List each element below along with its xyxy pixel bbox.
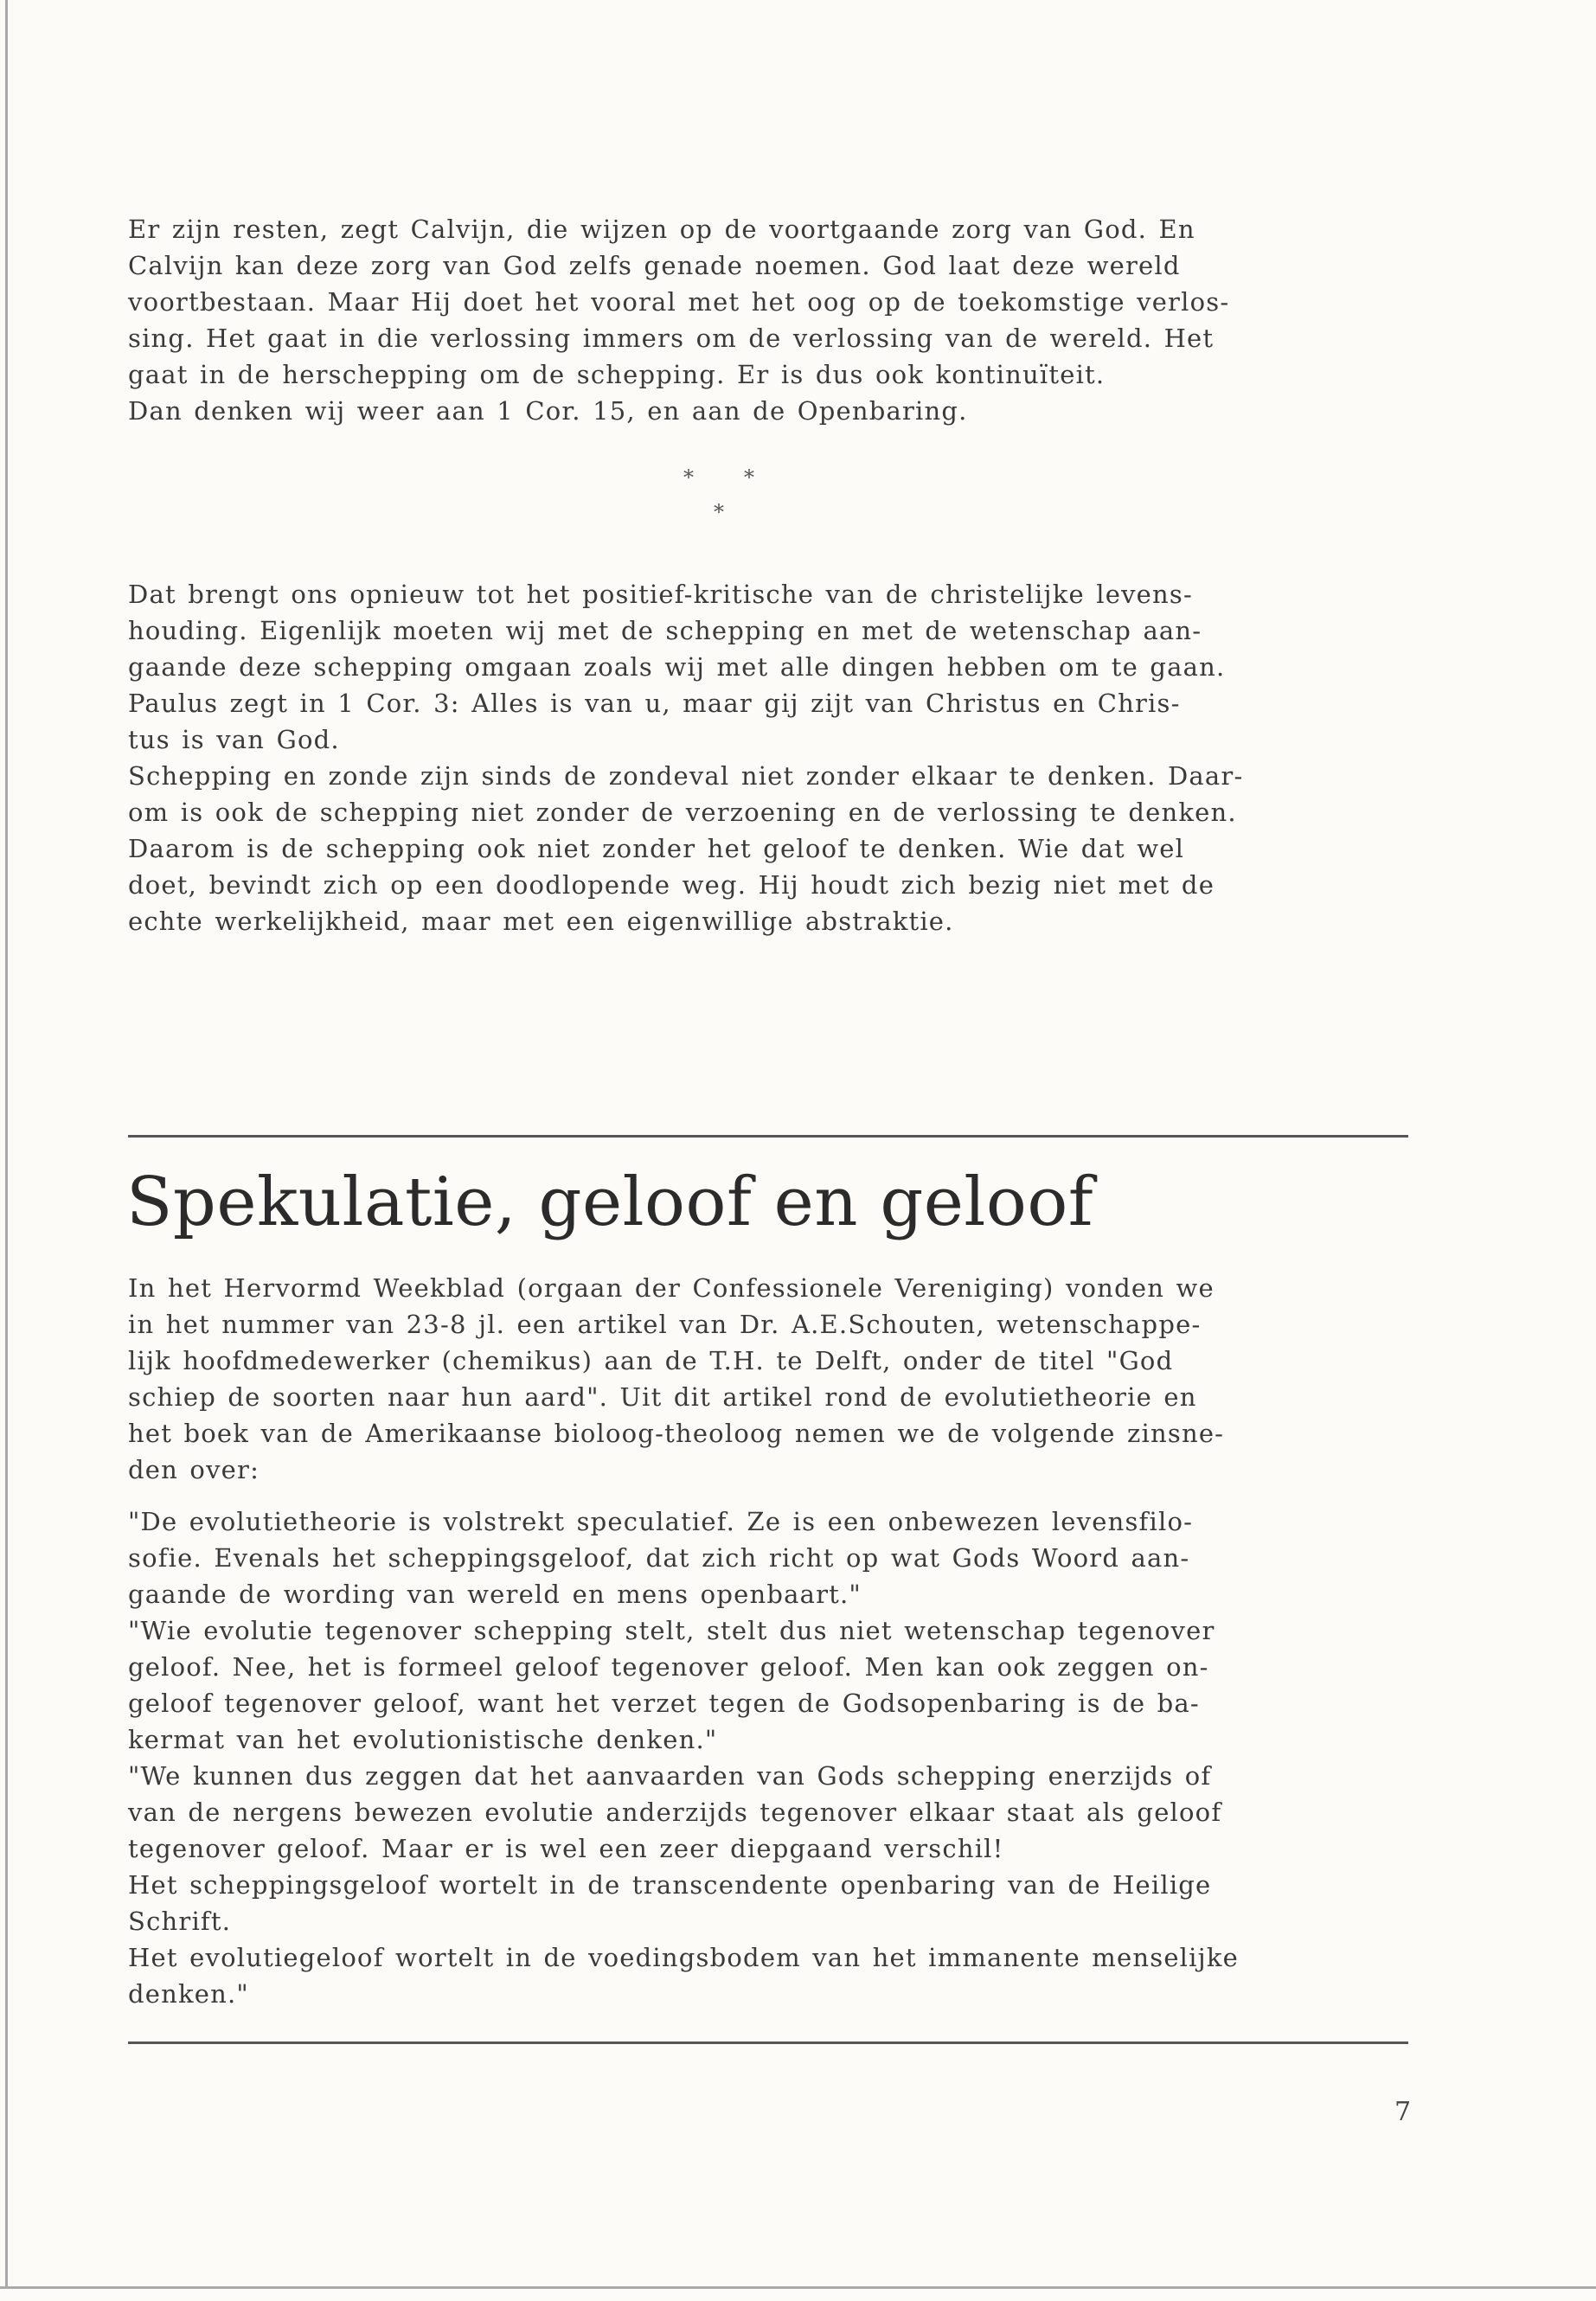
- text-line: geloof. Nee, het is formeel geloof tegenover geloof. Men kan ook zeggen on-: [128, 1652, 1209, 1682]
- article-title: Spekulatie, geloof en geloof: [126, 1163, 1094, 1241]
- article-quotes: [128, 1503, 1408, 2012]
- text-line: voortbestaan. Maar Hij doet het vooral met het oog op de toekomstige verlos-: [128, 287, 1230, 317]
- text-line: Het evolutiegeloof wortelt in de voedingsbodem van het immanente menselijke: [128, 1943, 1239, 1972]
- paragraph-text: [128, 211, 1408, 429]
- asterisk: *: [714, 500, 724, 524]
- text-line: schiep de soorten naar hun aard". Uit dit artikel rond de evolutietheorie en: [128, 1382, 1197, 1412]
- paragraph-calvijn: [128, 211, 1408, 429]
- text-line: Dat brengt ons opnieuw tot het positief-kritische van de christelijke levens-: [128, 580, 1193, 609]
- text-line: "De evolutietheorie is volstrekt speculatief. Ze is een onbewezen levensfilo-: [128, 1507, 1194, 1536]
- article-bottom-rule: [128, 2041, 1408, 2044]
- text-line: van de nergens bewezen evolutie anderzijds tegenover elkaar staat als geloof: [128, 1798, 1222, 1827]
- text-line: sofie. Evenals het scheppingsgeloof, dat zich richt op wat Gods Woord aan-: [128, 1543, 1190, 1573]
- text-line: Schrift.: [128, 1907, 232, 1936]
- text-line: "We kunnen dus zeggen dat het aanvaarden van Gods schepping enerzijds of: [128, 1761, 1212, 1791]
- article-top-rule: [128, 1135, 1408, 1138]
- text-line: Paulus zegt in 1 Cor. 3: Alles is van u, maar gij zijt van Christus en Chris-: [128, 689, 1181, 718]
- text-line: in het nummer van 23-8 jl. een artikel van Dr. A.E.Schouten, wetenschappe-: [128, 1310, 1202, 1339]
- text-line: In het Hervormd Weekblad (orgaan der Confessionele Vereniging) vonden we: [128, 1273, 1215, 1303]
- text-line: denken.": [128, 1979, 249, 2009]
- text-line: houding. Eigenlijk moeten wij met de schepping en met de wetenschap aan-: [128, 616, 1202, 645]
- text-line: echte werkelijkheid, maar met een eigenwillige abstraktie.: [128, 907, 954, 936]
- text-line: Er zijn resten, zegt Calvijn, die wijzen op de voortgaande zorg van God. En: [128, 215, 1195, 244]
- text-line: Het scheppingsgeloof wortelt in de transcendente openbaring van de Heilige: [128, 1870, 1212, 1900]
- text-line: tegenover geloof. Maar er is wel een zeer diepgaand verschil!: [128, 1834, 1004, 1863]
- text-line: om is ook de schepping niet zonder de verzoening en de verlossing te denken.: [128, 798, 1237, 827]
- asterisk: *: [683, 465, 694, 490]
- text-line: doet, bevindt zich op een doodlopende weg. Hij houdt zich bezig niet met de: [128, 870, 1215, 900]
- text-line: kermat van het evolutionistische denken.": [128, 1725, 718, 1754]
- scan-edge-left: [5, 0, 8, 2289]
- text-line: lijk hoofdmedewerker (chemikus) aan de T.H. te Delft, onder de titel "God: [128, 1346, 1174, 1375]
- text-line: geloof tegenover geloof, want het verzet tegen de Godsopenbaring is de ba-: [128, 1689, 1200, 1718]
- text-line: gaande de wording van wereld en mens openbaart.": [128, 1580, 862, 1609]
- paragraph-text: [128, 576, 1408, 939]
- text-line: tus is van God.: [128, 725, 340, 754]
- paragraph-text: [128, 1270, 1408, 1488]
- text-line: gaat in de herschepping om de schepping. Er is dus ook kontinuïteit.: [128, 360, 1106, 389]
- scan-edge-bottom: [0, 2286, 1596, 2289]
- text-line: Daarom is de schepping ook niet zonder het geloof te denken. Wie dat wel: [128, 834, 1185, 863]
- text-line: Calvijn kan deze zorg van God zelfs genade noemen. God laat deze wereld: [128, 251, 1181, 280]
- text-line: gaande deze schepping omgaan zoals wij met alle dingen hebben om te gaan.: [128, 652, 1226, 682]
- asterisk: *: [744, 465, 754, 490]
- text-line: "Wie evolutie tegenover schepping stelt, stelt dus niet wetenschap tegenover: [128, 1616, 1215, 1645]
- text-line: Dan denken wij weer aan 1 Cor. 15, en aan de Openbaring.: [128, 396, 968, 426]
- text-line: den over:: [128, 1455, 260, 1484]
- text-line: Schepping en zonde zijn sinds de zondeval niet zonder elkaar te denken. Daar-: [128, 761, 1244, 791]
- page-number: 7: [1394, 2097, 1412, 2127]
- text-line: het boek van de Amerikaanse bioloog-theoloog nemen we de volgende zinsne-: [128, 1419, 1225, 1448]
- article-intro: [128, 1270, 1408, 1488]
- paragraph-text: [128, 1503, 1408, 2012]
- text-line: sing. Het gaat in die verlossing immers om de verlossing van de wereld. Het: [128, 324, 1215, 353]
- paragraph-positief-kritisch: [128, 576, 1408, 939]
